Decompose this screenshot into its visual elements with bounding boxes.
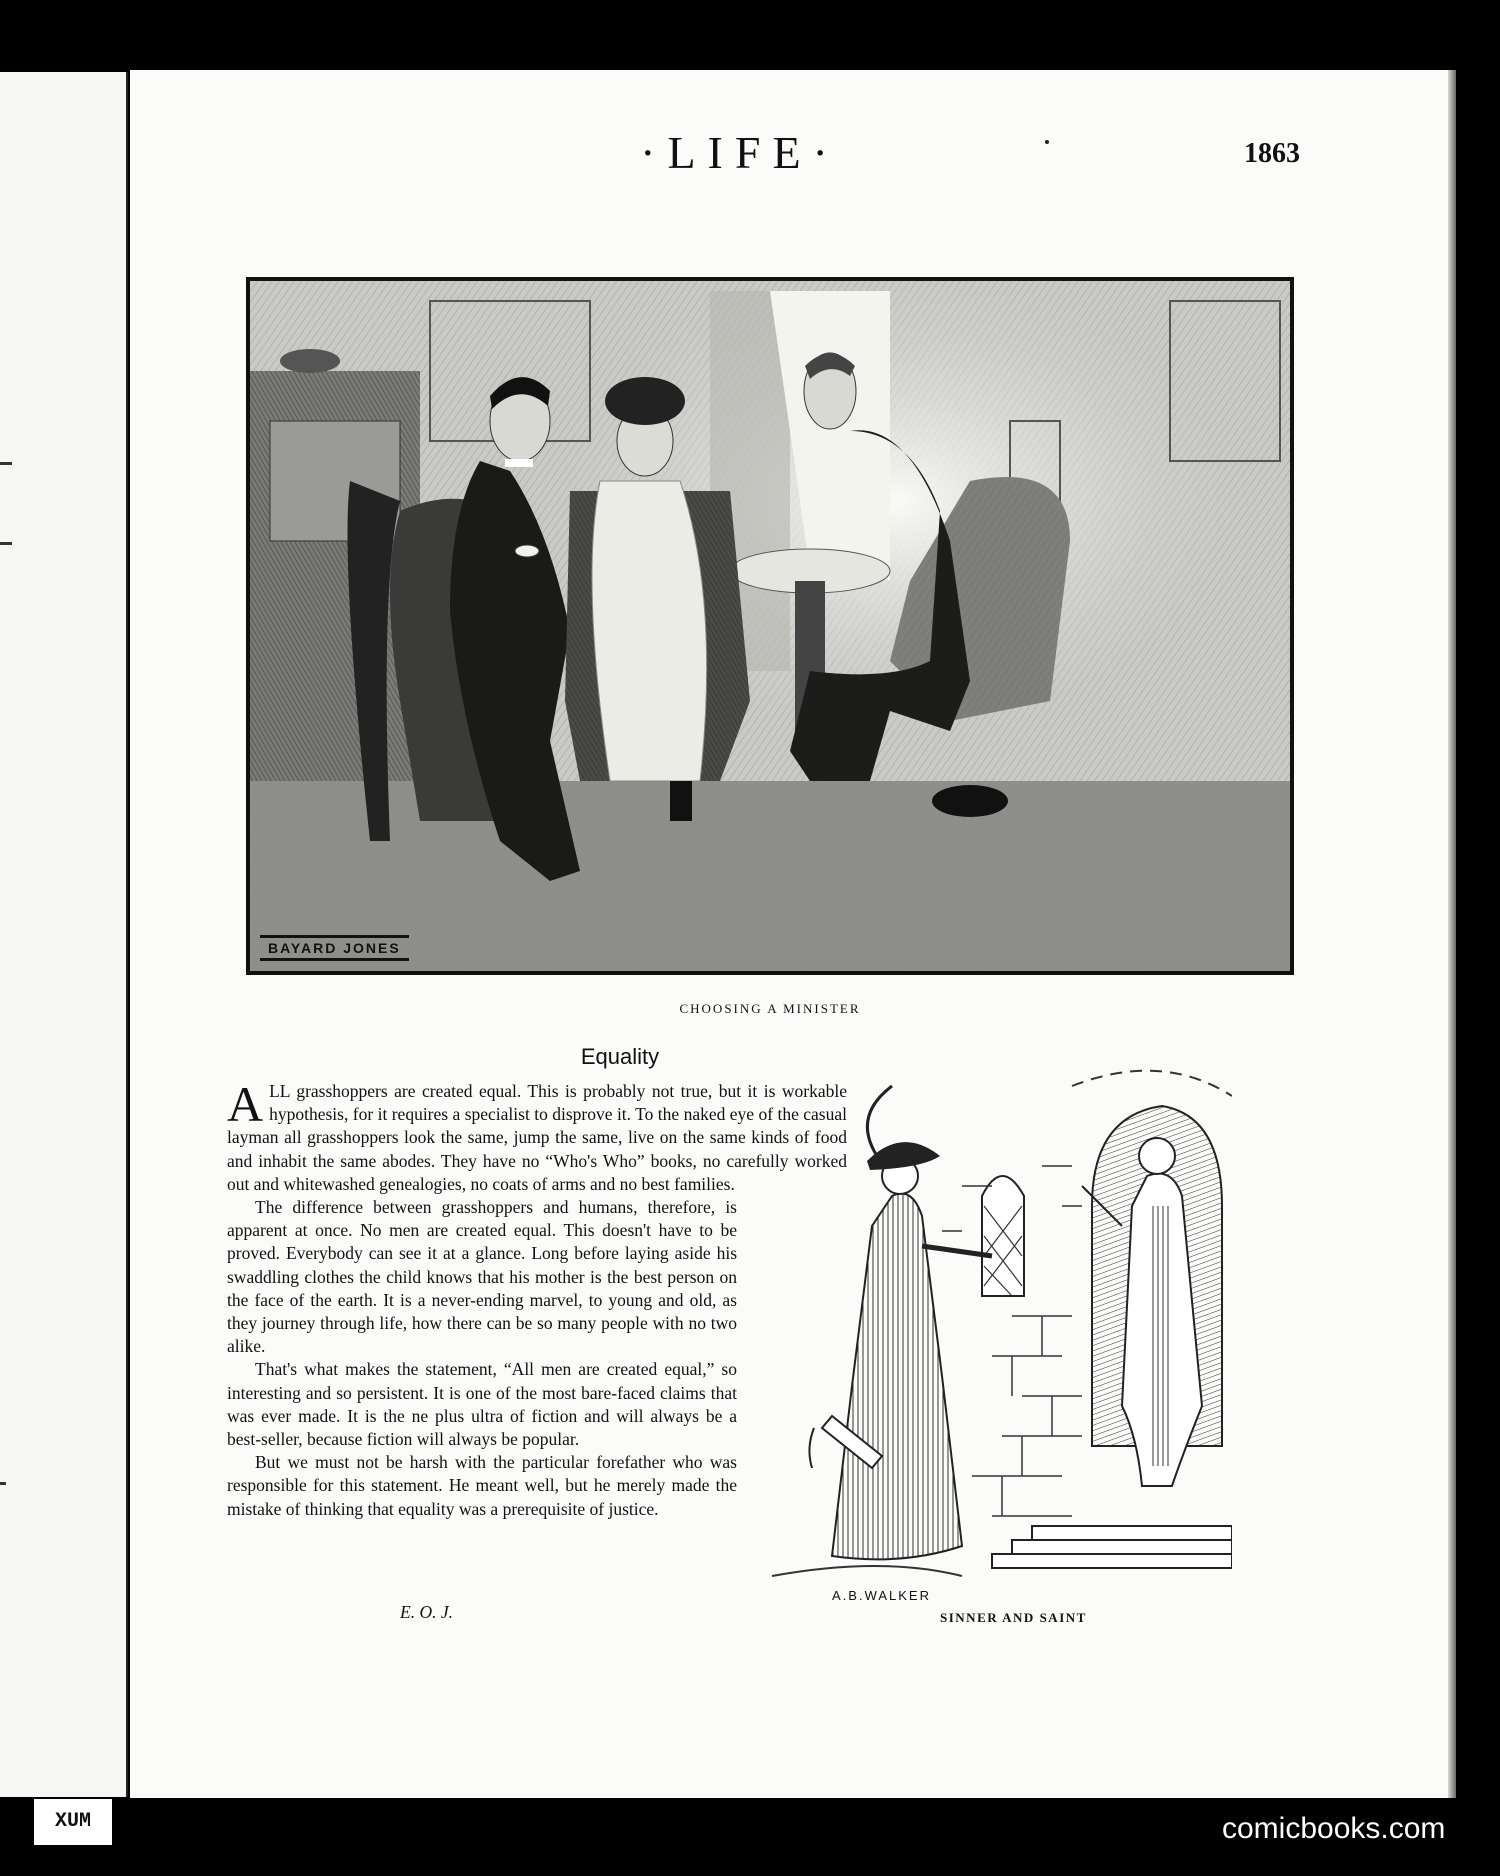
drop-cap: A [227, 1076, 264, 1132]
author-initials: E. O. J. [400, 1602, 453, 1622]
caption-choosing-a-minister: CHOOSING A MINISTER [679, 1001, 861, 1016]
article-paragraph: The difference between grasshoppers and humans, therefore, is apparent at once. No men are created equal. This doesn't have to be proved. Everybody can see it at a glance. Long before laying aside his swaddling clothes the child knows that his mother is the best person on the face of the earth. It is a never-ending marvel, to young and old, as they journey through life, how there can be so many people with no two alike. [227, 1197, 737, 1357]
illustration-choosing-a-minister [246, 277, 1294, 975]
illustration-sinner-and-saint [762, 1056, 1232, 1592]
article-paragraph: That's what makes the statement, “All men are created equal,” so interesting and so persistent. It is one of the most bare-faced claims that was ever made. It is the ne plus ultra of fiction and will always be a best-seller, because fiction will always be popular. [227, 1359, 737, 1450]
drawing-room-scene [250, 281, 1290, 971]
paragraph-text: LL grasshoppers are created equal. This is probably not true, but it is workable hypothesis, for it requires a specialist to disprove it. To the naked eye of the casual layman all grasshoppers look the same, jump the same, live on the same kinds of food and inhabit the same abodes. They have no “Who's Who” books, no carefully worked out and whitewashed genealogies, no coats of arms and no best families. [227, 1081, 847, 1194]
article-title: Equality [580, 1044, 660, 1069]
artist-signature: BAYARD JONES [260, 935, 409, 961]
page-edge-mark [0, 1482, 6, 1485]
masthead: ·LIFE· [640, 127, 840, 178]
page-number: 1863 [1244, 138, 1300, 169]
page-edge-mark [0, 462, 12, 465]
article-body [227, 1076, 847, 1521]
page-spine-shadow [1448, 70, 1456, 1798]
church-doorway-scene [762, 1056, 1232, 1592]
artist-signature-walker: A.B.WALKER [832, 1588, 931, 1603]
scanner-badge: XUM [32, 1797, 114, 1847]
facing-page-edge [0, 72, 128, 1797]
print-speck [1045, 140, 1049, 144]
source-watermark: comicbooks.com [1222, 1812, 1446, 1845]
article-paragraph [227, 1076, 847, 1196]
article-paragraph: But we must not be harsh with the particular forefather who was responsible for this statement. He meant well, but he merely made the mistake of thinking that equality was a prerequisite of justice. [227, 1452, 737, 1519]
caption-sinner-and-saint: SINNER AND SAINT [940, 1610, 1087, 1625]
page-edge-mark [0, 542, 12, 545]
